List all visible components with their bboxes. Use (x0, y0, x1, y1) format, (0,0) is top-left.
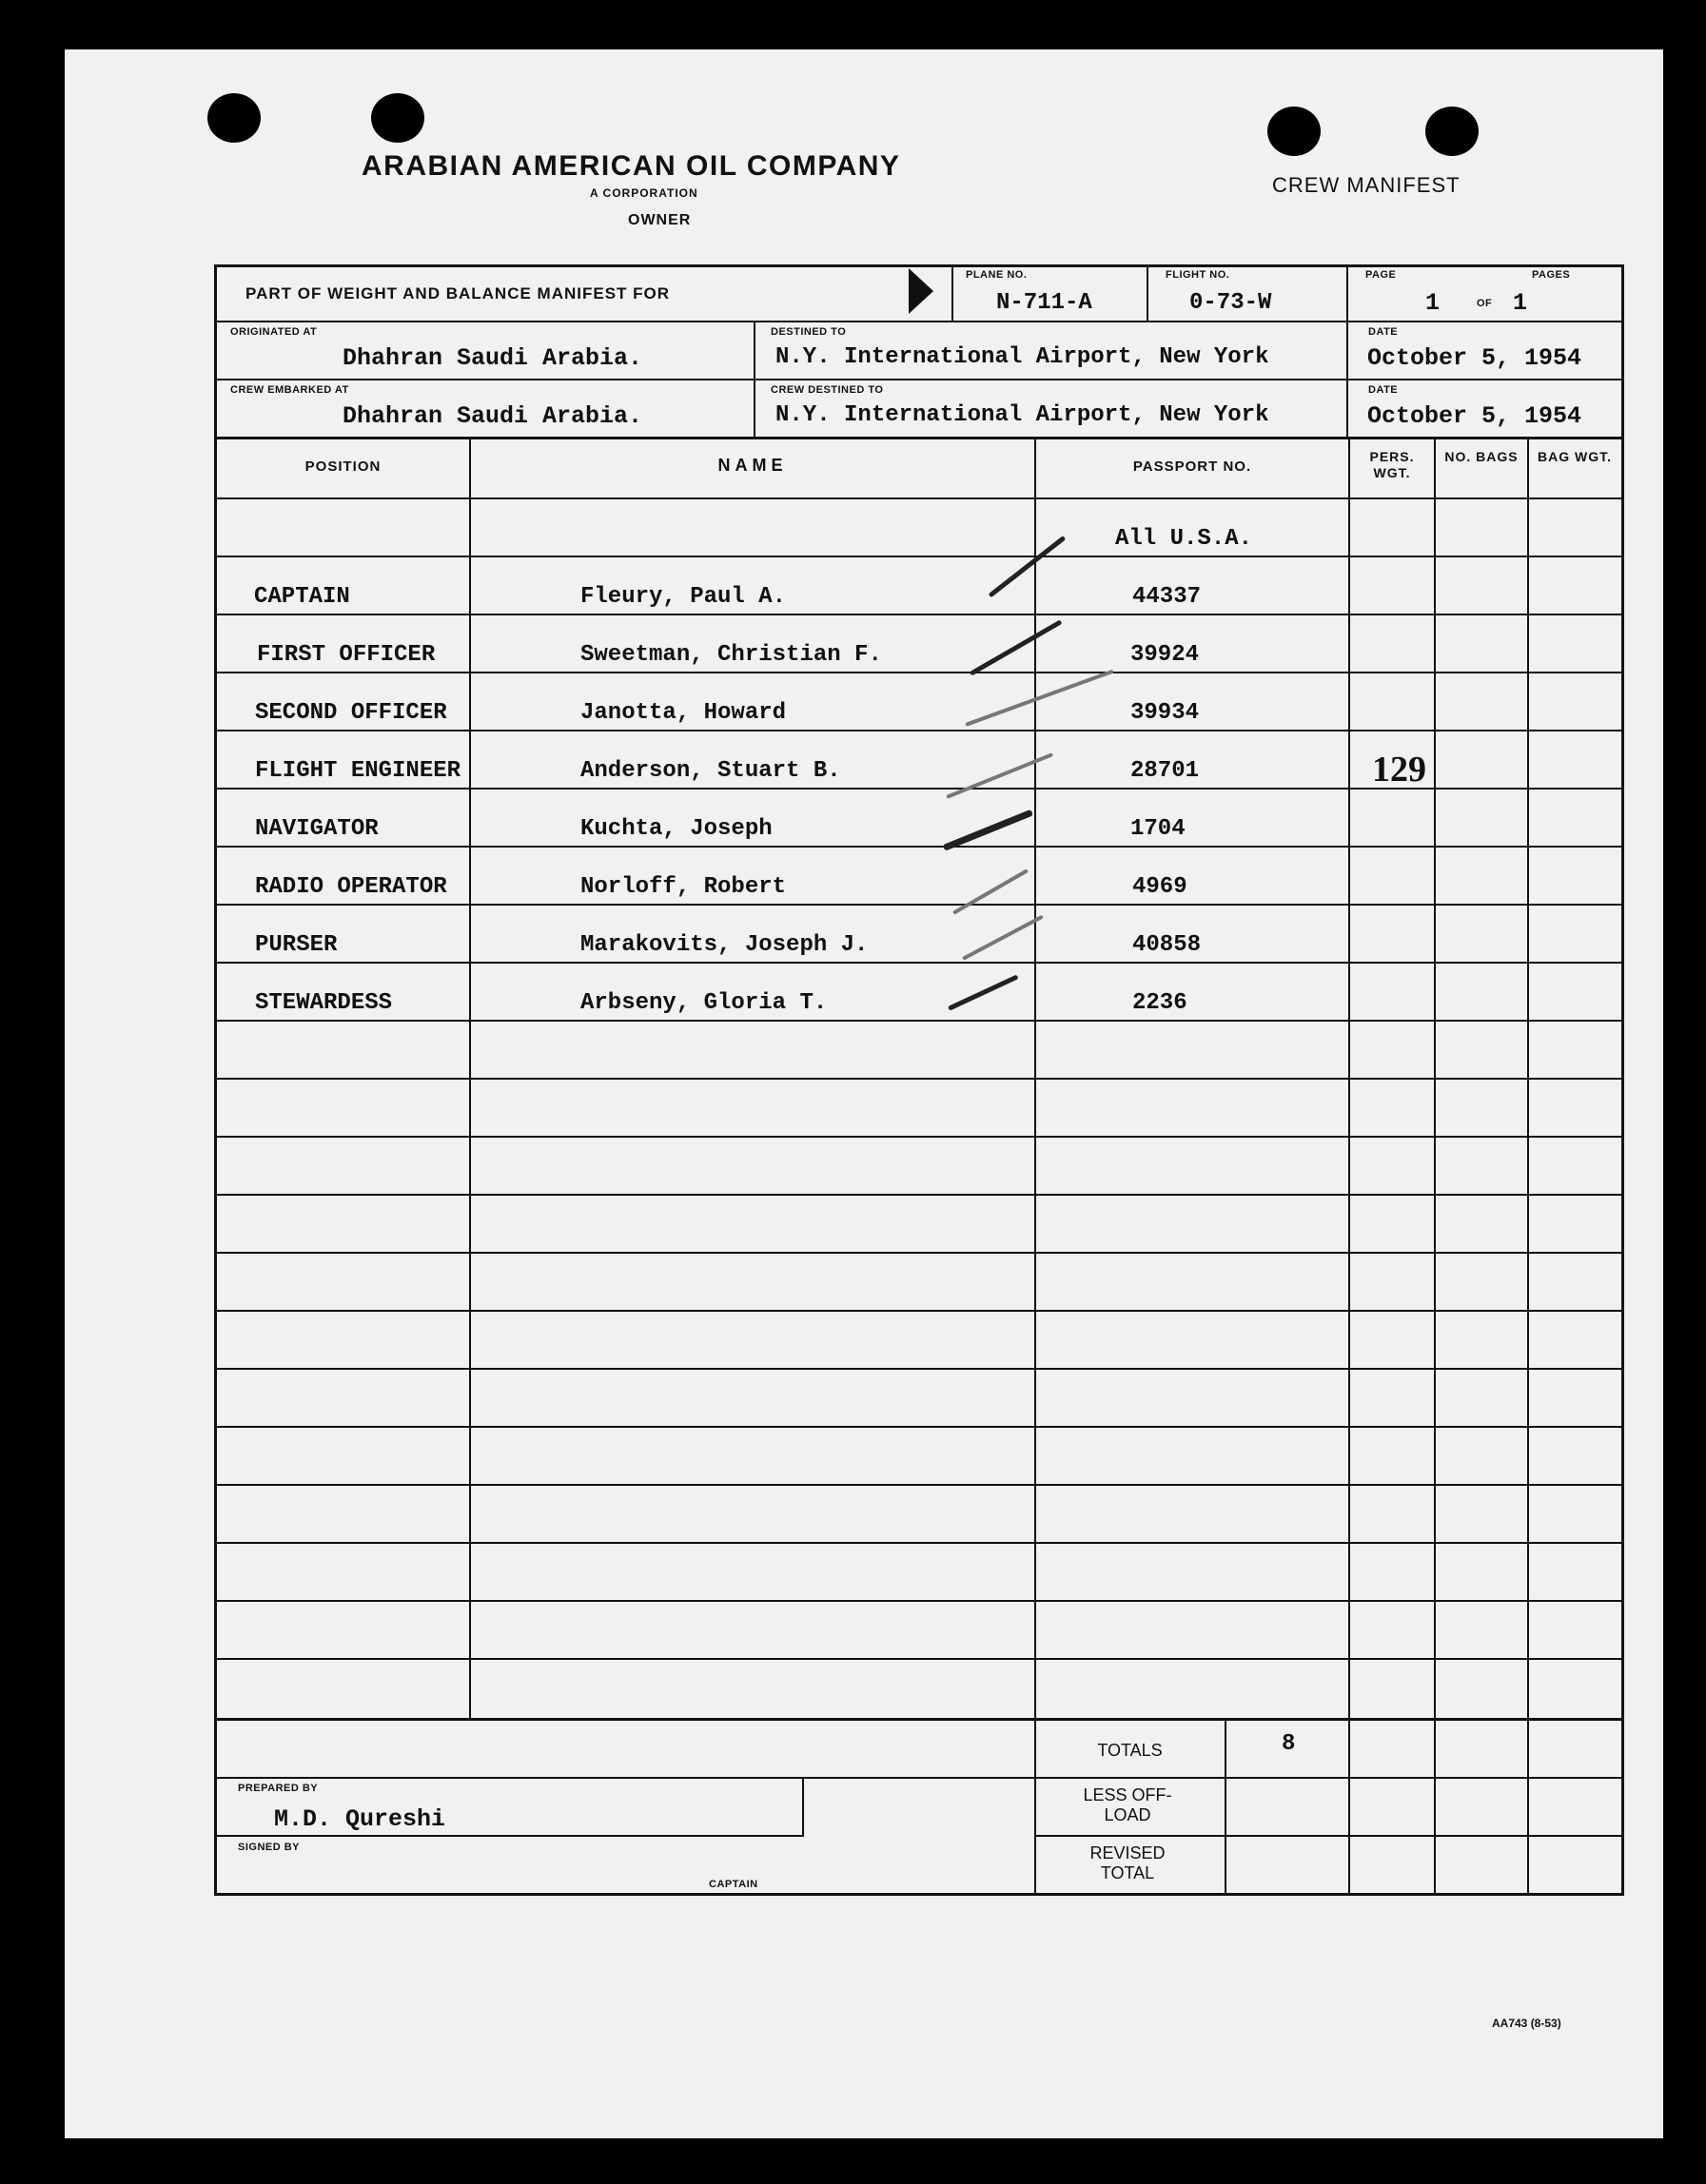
col-name: NAME (717, 456, 788, 475)
crew-passport: 39934 (1130, 700, 1200, 726)
totals-label: TOTALS (1097, 1741, 1163, 1760)
company-name: ARABIAN AMERICAN OIL COMPANY (362, 150, 901, 182)
less-offload-label: LESS OFF-LOAD (1083, 1785, 1172, 1824)
crew-name: Marakovits, Joseph J. (580, 932, 869, 958)
prepared-by-label: PREPARED BY (238, 1783, 319, 1794)
crew-destined-value: N.Y. International Airport, New York (775, 402, 1269, 428)
date-label: DATE (1368, 326, 1399, 338)
part-of-label: PART OF WEIGHT AND BALANCE MANIFEST FOR (245, 284, 671, 302)
of-label: OF (1477, 298, 1493, 309)
col-passport: PASSPORT NO. (1132, 458, 1252, 475)
arrow-icon (909, 268, 933, 314)
flight-no-value: 0-73-W (1189, 290, 1272, 316)
crew-name: Arbseny, Gloria T. (580, 990, 828, 1016)
revised-total-label: REVISED TOTAL (1089, 1843, 1166, 1882)
crew-passport: 40858 (1132, 932, 1202, 958)
crew-name: Norloff, Robert (580, 874, 787, 900)
crew-position: FLIGHT ENGINEER (255, 758, 461, 784)
crew-name: Janotta, Howard (580, 700, 787, 726)
crew-name: Sweetman, Christian F. (580, 642, 882, 668)
crew-passport: 2236 (1132, 990, 1187, 1016)
crew-position: STEWARDESS (255, 990, 393, 1016)
crew-position: SECOND OFFICER (255, 700, 447, 726)
punch-hole (1425, 107, 1479, 156)
totals-value: 8 (1282, 1731, 1296, 1757)
date-value: October 5, 1954 (1367, 402, 1582, 430)
date-label: DATE (1368, 384, 1399, 396)
signed-by-label: SIGNED BY (238, 1842, 301, 1853)
crew-position: NAVIGATOR (255, 816, 379, 842)
document-title: CREW MANIFEST (1272, 173, 1461, 197)
crew-position: CAPTAIN (254, 584, 350, 610)
crew-embarked-value: Dhahran Saudi Arabia. (343, 402, 643, 430)
corporation-label: A CORPORATION (590, 186, 698, 200)
plane-no-label: PLANE NO. (966, 269, 1028, 281)
destined-label: DESTINED TO (771, 326, 847, 338)
crew-position: FIRST OFFICER (257, 642, 436, 668)
destined-value: N.Y. International Airport, New York (775, 344, 1269, 370)
punch-hole (371, 93, 424, 143)
crew-passport: 28701 (1130, 758, 1200, 784)
crew-position: RADIO OPERATOR (255, 874, 447, 900)
crew-embarked-label: CREW EMBARKED AT (230, 384, 349, 396)
originated-value: Dhahran Saudi Arabia. (343, 344, 643, 372)
flight-no-label: FLIGHT NO. (1166, 269, 1230, 281)
crew-passport: 39924 (1130, 642, 1200, 668)
page-label: PAGE (1365, 269, 1397, 281)
col-pers-wgt: PERS. WGT. (1369, 449, 1415, 480)
pages-value: 1 (1513, 289, 1528, 317)
crew-name: Kuchta, Joseph (580, 816, 773, 842)
crew-destined-label: CREW DESTINED TO (771, 384, 884, 396)
date-value: October 5, 1954 (1367, 344, 1582, 372)
plane-no-value: N-711-A (996, 290, 1092, 316)
captain-label: CAPTAIN (709, 1879, 758, 1890)
originated-label: ORIGINATED AT (230, 326, 318, 338)
punch-hole (207, 93, 261, 143)
crew-name: Fleury, Paul A. (580, 584, 787, 610)
form-number: AA743 (8-53) (1492, 2017, 1561, 2030)
crew-position: PURSER (255, 932, 338, 958)
crew-passport: 1704 (1130, 816, 1186, 842)
crew-name: Anderson, Stuart B. (580, 758, 841, 784)
nationality-note: All U.S.A. (1115, 526, 1253, 552)
page-value: 1 (1425, 289, 1441, 317)
crew-passport: 44337 (1132, 584, 1202, 610)
crew-passport: 4969 (1132, 874, 1187, 900)
owner-label: OWNER (628, 212, 692, 228)
prepared-by-value: M.D. Qureshi (274, 1805, 446, 1833)
handwritten-weight: 129 (1372, 750, 1426, 790)
col-no-bags: NO. BAGS (1444, 449, 1519, 464)
col-bag-wgt: BAG WGT. (1538, 449, 1612, 464)
pages-label: PAGES (1532, 269, 1571, 281)
punch-hole (1267, 107, 1321, 156)
col-position: POSITION (304, 458, 382, 475)
